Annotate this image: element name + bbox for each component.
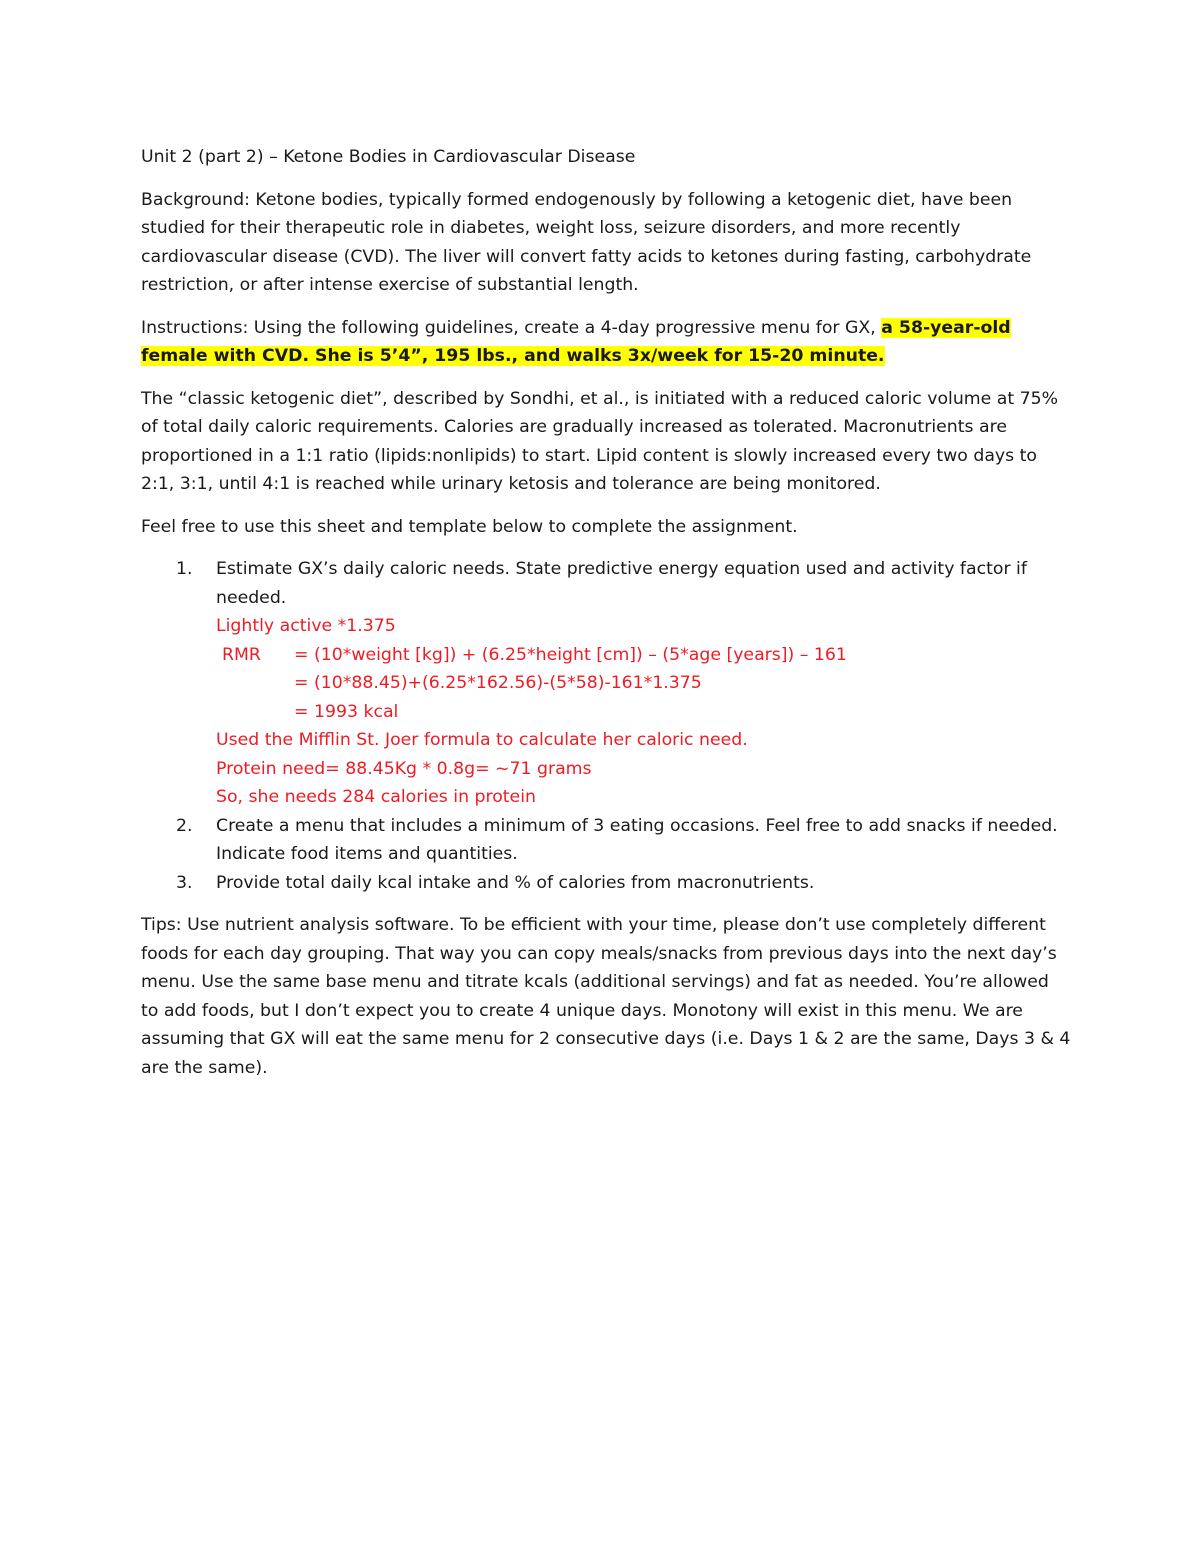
tips-line: to add foods, but I don’t expect you to create 4 unique days. Monotony will exist in this menu. We are bbox=[141, 1000, 1023, 1021]
question-text: Estimate GX’s daily caloric needs. State predictive energy equation used and activity factor if bbox=[216, 559, 1027, 579]
question-item bbox=[141, 812, 1080, 869]
tips-line: assuming that GX will eat the same menu for 2 consecutive days (i.e. Days 1 & 2 are the same, Days 3 & 4 bbox=[141, 1029, 1071, 1049]
rmr-result: = 1993 kcal bbox=[294, 701, 399, 722]
background-paragraph bbox=[141, 186, 1080, 300]
question-number: 3. bbox=[176, 872, 193, 893]
background-line: restriction, or after intense exercise of substantial length. bbox=[141, 275, 639, 295]
question-list bbox=[141, 555, 1080, 897]
classic-line: The “classic ketogenic diet”, described by Sondhi, et al., is initiated with a reduced caloric volume at 75% bbox=[141, 388, 1059, 409]
background-line: cardiovascular disease (CVD). The liver will convert fatty acids to ketones during fasting, carbohydrate bbox=[141, 246, 1032, 267]
protein-calories: So, she needs 284 calories in protein bbox=[216, 787, 536, 807]
classic-line: 2:1, 3:1, until 4:1 is reached while urinary ketosis and tolerance are being monitored. bbox=[141, 474, 881, 494]
question-text: Provide total daily kcal intake and % of calories from macronutrients. bbox=[216, 872, 815, 893]
question-item bbox=[141, 869, 1080, 898]
tips-paragraph bbox=[141, 911, 1080, 1082]
activity-factor: Lightly active *1.375 bbox=[216, 616, 396, 636]
rmr-label: RMR bbox=[222, 644, 261, 665]
tips-line: menu. Use the same base menu and titrate kcals (additional servings) and fat as needed. You’re allowed bbox=[141, 972, 1049, 992]
tips-line: Tips: Use nutrient analysis software. To be efficient with your time, please don’t use completely different bbox=[141, 915, 1046, 935]
question-number: 2. bbox=[176, 815, 193, 836]
feel-free-note: Feel free to use this sheet and template below to complete the assignment. bbox=[141, 516, 798, 537]
classic-line: proportioned in a 1:1 ratio (lipids:nonlipids) to start. Lipid content is slowly increased every two days to bbox=[141, 445, 1038, 466]
tips-line: foods for each day grouping. That way you can copy meals/snacks from previous days into the next day’s bbox=[141, 943, 1057, 964]
rmr-equation-substituted: = (10*88.45)+(6.25*162.56)-(5*58)-161*1.375 bbox=[294, 673, 702, 693]
instructions-line bbox=[141, 342, 1080, 371]
rmr-equation-row bbox=[216, 641, 1080, 670]
instructions-line bbox=[141, 314, 1080, 343]
formula-note: Used the Mifflin St. Joer formula to calculate her caloric need. bbox=[216, 730, 748, 750]
question-text: Indicate food items and quantities. bbox=[216, 844, 518, 864]
classic-line: of total daily caloric requirements. Calories are gradually increased as tolerated. Macronutrients are bbox=[141, 417, 1007, 437]
question-text: Create a menu that includes a minimum of 3 eating occasions. Feel free to add snacks if needed. bbox=[216, 815, 1058, 836]
patient-highlight: a 58-year-old bbox=[881, 317, 1011, 338]
question-text: needed. bbox=[216, 587, 287, 608]
background-line: studied for their therapeutic role in diabetes, weight loss, seizure disorders, and more recently bbox=[141, 218, 961, 238]
classic-diet-paragraph bbox=[141, 385, 1080, 499]
document-title: Unit 2 (part 2) – Ketone Bodies in Cardiovascular Disease bbox=[141, 147, 636, 167]
background-line: Background: Ketone bodies, typically formed endogenously by following a ketogenic diet, have been bbox=[141, 189, 1013, 210]
rmr-equation: = (10*weight [kg]) + (6.25*height [cm]) – (5*age [years]) – 161 bbox=[294, 644, 847, 665]
tips-line: are the same). bbox=[141, 1057, 268, 1078]
protein-need: Protein need= 88.45Kg * 0.8g= ~71 grams bbox=[216, 758, 592, 779]
instructions-text: Instructions: Using the following guidelines, create a 4-day progressive menu for GX, bbox=[141, 317, 882, 338]
instructions-paragraph bbox=[141, 314, 1080, 371]
question-item bbox=[141, 555, 1080, 812]
question-number: 1. bbox=[176, 559, 193, 579]
patient-highlight: female with CVD. She is 5’4”, 195 lbs., and walks 3x/week for 15-20 minute. bbox=[141, 346, 885, 366]
answer-block bbox=[216, 612, 1080, 812]
